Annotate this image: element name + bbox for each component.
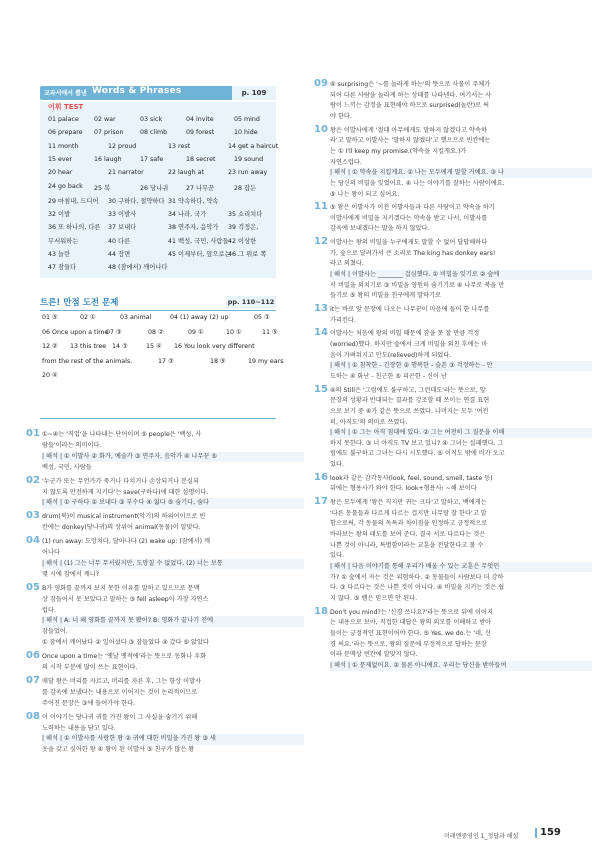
explanation-line: 왕은 모두에게 '왕은 직지만 귀는 크다'고 말하고, 백에게는 <box>330 499 487 507</box>
explanation-line: 럼에도 불구하고 그녀는 다시 시도했다. ⑤ 이직도 밖에 비가 오고 <box>330 450 505 458</box>
answer-item: 17 ③ <box>158 357 174 365</box>
vocab-item: 39 걱정은, <box>228 224 259 232</box>
question-number: 06 <box>26 650 40 662</box>
explanation-line: 몇 시에 잠에서 깨니? <box>42 570 100 578</box>
header-tag: 교과서에서 뽑낸 <box>44 90 87 97</box>
vocab-item: 무서워하는 <box>48 237 79 245</box>
answer-item: 02 ① <box>80 314 96 321</box>
answer-row <box>42 314 278 325</box>
explanation-line: 람이 느끼는 감정을 표현해야 하므로 surprised(놀란)로 써 <box>330 102 490 110</box>
vocab-item: 03 sick <box>140 116 163 123</box>
explanation-line: look과 같은 감각동사(look, feel, sound, smell, taste 등) <box>330 474 493 482</box>
section2-pages: pp. 110~112 <box>227 298 275 306</box>
vocab-item: 21 narrator <box>108 169 144 177</box>
vocab-item: 26 당나귀 <box>140 184 169 192</box>
vocab-item: 28 잡든 <box>234 184 257 192</box>
question-number: 15 <box>314 383 328 395</box>
explanation-line: | 해석 | ① 이발사를 사랑한 왕 ② 귀에 대한 비밀을 가진 왕 ③ 새 <box>42 734 304 744</box>
answer-item: 10 ① <box>226 328 242 336</box>
explanation-line: 경 써요.'라는 뜻으로, 왕의 질문에 부정적으로 답하는 문장 <box>330 640 487 648</box>
explanation-line: | 해석 | 다음 이야기를 통해 우리가 배울 수 있는 교훈은 무엇인 <box>330 562 592 572</box>
explanation-line: 이발사는 왕의 비밀을 누구에게도 말할 수 없어 답답해하다 <box>330 239 488 247</box>
explanation-line: 는 ① I'll keep my promise.(약속을 지킬게요.)가 <box>330 147 467 155</box>
explanation-line: 문장의 상황과 반대되는 결과를 강조할 때 쓰이는 연결 표현 <box>330 397 490 405</box>
explanation-line: 있다. <box>330 552 344 560</box>
section2-title: 트른! 만점 도전 문제 <box>40 298 119 308</box>
vocab-item: 10 hide <box>234 129 258 137</box>
vocab-item: 20 hear <box>48 169 73 177</box>
question-number: 12 <box>314 236 328 248</box>
explanation-line: ① 잠에서 깨어났다 ② 일어섰다 ③ 잠들었다 ④ 갔다 ⑤ 앉았다 <box>42 639 209 647</box>
vocab-item: 32 이발 <box>48 211 71 219</box>
explanation-line: Don't you mind?는 '신경 쓰나요?'라는 뜻으로 뒤에 이어지 <box>330 608 493 616</box>
explanation-line: | 해석 | A: 너 왜 영화를 끝까지 못 봤어? B: 영화가 끝나기 전에 <box>42 616 304 626</box>
explanation-line: 하지 못한다. ③ 너 아직도 TV 보고 있니? ④ 그녀는 실패했다. 그 <box>330 439 504 447</box>
vocab-row <box>48 209 276 220</box>
answer-row <box>42 372 278 383</box>
explanation-line: (worried)했다. 하지만 숲에서 크게 비밀을 외친 후에는 마 <box>330 340 488 348</box>
explanation-line: 감옥에 보내겠다는 말을 하지 않았다. <box>330 225 430 233</box>
answer-item: 09 ① <box>188 328 204 336</box>
vocab-item: 43 놀란 <box>48 251 71 258</box>
vocab-item: 47 잠들다 <box>48 264 77 272</box>
answer-item: 04 (1) away (2) up <box>170 314 229 321</box>
vocab-item: 18 secret <box>186 155 216 163</box>
explanation-line: 어나다 <box>42 549 60 556</box>
explanation-line: 함으로써, 각 동물의 독특과 차이점을 인정하고 긍정적으로 <box>330 520 488 528</box>
vocab-item: 22 laugh at <box>168 169 204 177</box>
explanation-line: 서 비밀을 외치기로 ③ 비밀을 영원히 숨기기로 ④ 나무로 북을 만 <box>330 281 505 289</box>
explanation-line: 다. ③ 다르다는 것은 나쁜 것이 아니다. ④ 비밀을 지키는 것은 쉽 <box>330 584 505 592</box>
footer-bar <box>535 828 537 838</box>
explanation-line: 있다. <box>330 461 344 469</box>
vocab-item: 04 invite <box>186 116 214 123</box>
vocab-heading: 어휘 TEST <box>48 103 84 111</box>
explanation-line: | 해석 | 이발사는 ________ 걸심했다. ① 비밀을 잊기로 ② 숲에 <box>330 270 592 280</box>
vocab-item: 19 sound <box>234 155 264 163</box>
vocab-item: 16 laugh <box>94 155 122 163</box>
answer-item: from the rest of the animals. <box>42 357 133 365</box>
vocab-item: 37 보내다 <box>108 224 137 232</box>
explanation-line: 이발사는 처음에 왕의 비밀 때문에 잠을 못 잘 만큼 걱정 <box>330 330 480 338</box>
explanation-line: 주어진 문장은 ③에 들어가야 한다. <box>42 699 136 707</box>
answer-item: 16 You look very different <box>174 343 255 350</box>
vocab-item: 41 백성, 국민, 사람들 <box>168 237 229 245</box>
question-number: 07 <box>26 674 40 686</box>
answer-item: 13 this tree <box>70 343 107 350</box>
question-number: 01 <box>26 428 40 439</box>
question-number: 03 <box>26 510 40 522</box>
explanation-line: 이 이야기는 당나귀 귀를 가진 왕이 그 사실을 숨기기 위해 <box>42 713 198 721</box>
vocab-item: 27 나무꾼 <box>186 184 215 192</box>
explanation-line: 음이 가벼워지고 안도(relieved)하게 되었다. <box>330 351 452 359</box>
explanation-line: 야 한다. <box>330 112 352 120</box>
vocab-item: 25 복 <box>94 184 111 192</box>
vocab-item: 08 climb <box>140 129 168 137</box>
explanation-line: 뒤에는 형용사가 와야 한다. look+형용사: ~해 보이다 <box>330 485 477 493</box>
explanation-line: | 해석 | ① 약속을 지킬게요. ② 나는 모두에게 말할 거예요. ③ 나 <box>330 168 592 178</box>
vocab-item: 46 그 위로 쪽 <box>228 251 267 258</box>
vocab-row <box>48 196 276 207</box>
question-number: 02 <box>26 474 40 486</box>
explanation-line: 이발사에게 비밀을 지키겠다는 약속을 받고 나서, 이발사를 <box>330 214 488 222</box>
answer-item: 11 ⑤ <box>262 328 278 336</box>
vocab-item: 36 또 하나의, 다른 <box>48 224 101 232</box>
answer-item: 01 ⑤ <box>42 314 58 321</box>
explanation-line: 는 내용으로 보아, 직접한 대답은 왕의 외모를 이해하고 받아 <box>330 619 492 627</box>
explanation-line: | 해석 | ① 문제없어요. ② 물론 아니에요. 우리는 당신을 받아들여 <box>330 661 592 671</box>
explanation-line: ⑤ 나는 왕이 되고 싶어요. <box>330 190 400 198</box>
explanation-line: Once upon a time는 '옛날 옛적에'라는 뜻으로 동화나 우화 <box>42 653 207 661</box>
question-number: 18 <box>314 605 328 617</box>
explanation-line: 백성, 국민, 사람들 <box>42 463 92 471</box>
page-number: 159 <box>540 827 561 838</box>
section2-bottom-divider <box>40 418 276 419</box>
answer-row <box>42 343 278 354</box>
answer-item: 15 ④ <box>146 343 162 350</box>
vocab-item: 30 구하다, 절약하다 <box>108 197 165 205</box>
explanation-line: 라고 외쳤다. <box>330 260 364 268</box>
header-title: Words & Phrases <box>92 86 182 96</box>
vocab-item: 05 mind <box>234 116 260 123</box>
question-number: 04 <box>26 535 40 547</box>
explanation-line: 칸에는 donkey(당나귀)의 상위어 animal(동물)이 알맞다. <box>42 524 201 532</box>
vocab-row <box>48 142 279 154</box>
vocab-item: 15 ever <box>48 155 73 163</box>
vocab-item: 06 prepare <box>48 129 83 137</box>
answer-item: 20 ④ <box>42 372 58 379</box>
vocab-item: 12 proud <box>108 142 137 150</box>
explanation-line: it는 바로 앞 문장에 나오는 나무꾼이 마음에 들어 한 나무를 <box>330 306 490 313</box>
answer-row <box>42 329 278 340</box>
vocab-item: 13 rest <box>168 142 191 150</box>
vocab-item: 01 palace <box>48 116 79 123</box>
vocab-item: 44 장면 <box>108 251 131 258</box>
answer-item: 19 my ears <box>248 357 284 365</box>
question-number: 13 <box>314 303 328 314</box>
answer-item: 12 ② <box>42 343 58 350</box>
question-number: 09 <box>314 78 328 89</box>
explanation-line: 지 않다. ⑤ 뱀은 믿으면 안 된다. <box>330 594 418 602</box>
vocab-row <box>48 129 276 140</box>
explanation-line: 럽다. <box>42 606 56 614</box>
vocab-item: 33 이발사 <box>108 211 137 219</box>
explanation-line: ④의 Still은 '그럼에도 불구하고, 그런데도'라는 뜻으로, 앞 <box>330 386 486 394</box>
answer-item: 05 ③ <box>254 314 270 321</box>
question-number: 17 <box>314 496 328 508</box>
footer-text: 미래엔중영인 1_정답과 해설 <box>444 833 519 840</box>
vocab-item: 40 다른 <box>108 237 131 245</box>
explanation-line: 으로 보기 중 ④가 같은 뜻으로 쓰였다. 나머지는 모두 '여전 <box>330 407 489 415</box>
explanation-line: | 해석 | ① 구하다 ② 보내다 ③ 부수다 ④ 잃다 ⑤ 숨기다, 숨다 <box>42 498 304 508</box>
vocab-item: 07 prison <box>94 129 124 137</box>
explanation-line: | 해석 | ① 그는 아직 침대에 있다. ② 그는 여전히 그 질문을 이해 <box>330 428 592 438</box>
explanation-line: 되어 다른 사람을 놀라게 하는 상태를 나타낸다. 여기서는 사 <box>330 91 492 99</box>
question-number: 16 <box>314 471 328 483</box>
explanation-line: 노력하는 내용을 담고 있다. <box>42 724 116 732</box>
explanation-line: '누군가 또는 무언가가 죽거나 다치거나 손상되거나 분실되 <box>42 477 199 485</box>
explanation-line: 람들'이라는 의미이다. <box>42 441 102 449</box>
explanation-line: 가? ① 숲에서 자는 것은 위험하다. ② 동물들이 사람보다 더 강하 <box>330 573 504 581</box>
vocab-row <box>48 222 276 233</box>
vocab-row <box>48 236 276 247</box>
vocab-item: 09 forest <box>186 129 215 137</box>
explanation-line: 가, 숲으로 달려가서 큰 소리로 The king has donkey ears! <box>330 249 496 257</box>
explanation-line: 이라 문맥상 빈칸에 알맞지 않다. <box>330 651 418 659</box>
question-number: 05 <box>26 581 40 593</box>
explanation-line: ⑤ 왕은 이발사가 이전 이발사들과 다른 사람이고 약속을 하기 <box>330 204 495 212</box>
section2-divider <box>40 310 276 311</box>
answer-item: 14 ③ <box>112 343 128 350</box>
vocab-row <box>48 262 276 273</box>
explanation-line: 매달 왕은 머리를 자르고, 머리를 자른 후, 그는 항상 이발사 <box>42 677 202 685</box>
vocab-item: 38 연주자, 음악가 <box>168 224 219 232</box>
vocab-item: 45 이제부터, 앞으로는 <box>168 251 231 258</box>
explanation-line: 바라보는 왕의 태도를 보여 준다. 결국 서로 다르다는 것은 <box>330 531 486 538</box>
explanation-line: 는 당신의 비밀을 잊었어요. ④ 나는 이야기를 잘하는 사람이에요. <box>330 179 505 187</box>
explanation-line: 지 않도록 안전하게 지키다'는 save(구하다)에 대한 설명이다. <box>42 488 209 496</box>
answer-item: 08 ② <box>148 328 164 336</box>
vocab-row <box>48 183 276 194</box>
question-number: 11 <box>314 201 328 213</box>
explanation-line: ④ surprising은 '~를 놀라게 하는'의 뜻으로 사물이 주체가 <box>330 81 491 88</box>
explanation-line: 라'고 말하고 이발사는 '말하지 않겠다'고 했으므로 빈칸에는 <box>330 137 491 145</box>
vocab-item: 02 war <box>94 116 116 123</box>
answer-item: 03 animal <box>120 314 152 321</box>
vocab-row <box>48 249 276 260</box>
explanation-line: 가리킨다. <box>330 316 356 324</box>
vocab-item: 42 이상한 <box>228 237 257 245</box>
explanation-line: 나쁜 것이 아니라, 특별함이라는 교훈을 전달한다고 볼 수 <box>330 541 484 549</box>
explanation-line: 옷을 갖고 싶어한 왕 ④ 왕이 된 이발사 ⑤ 친구가 많은 왕 <box>42 746 195 754</box>
explanation-line: 자연스럽다. <box>330 158 362 166</box>
explanation-line: 잠들었어. <box>42 628 68 636</box>
explanation-line: '다른 동물들과 다르게 다르는 겁지만 나무랄 잘 한다'고 말 <box>330 509 487 517</box>
explanation-line: | 해석 | ① 이발사 ② 화가, 예술가 ③ 연주자, 음악가 ④ 나무꾼 ⑤ <box>42 452 304 462</box>
explanation-line: 의 시작 부분에 많이 쓰는 표현이다. <box>42 664 138 671</box>
vocab-item: 14 get a haircut <box>228 142 279 150</box>
answer-item: 07 ③ <box>106 328 122 336</box>
vocab-row <box>48 156 276 167</box>
question-number: 08 <box>26 710 40 722</box>
vocab-item: 31 약속하다, 약속 <box>168 197 219 205</box>
explanation-line: (1) run away: 도망치다, 달아나다 (2) wake up: (잠에서) 깨 <box>42 538 211 546</box>
vocab-item: 17 safe <box>140 155 164 163</box>
explanation-line: ①~④는 '직업'을 나타내는 단어이며 ⑤ people은 '백성, 사 <box>42 431 202 438</box>
explanation-line: 상 잠들어서 못 보았다고 말하는 ③ fell asleep이 가장 자연스 <box>42 595 209 603</box>
question-number: 14 <box>314 327 328 339</box>
header-page-ref: p. 109 <box>232 86 276 100</box>
explanation-line: 들이는 긍정적인 표현이어야 한다. ⑤ Yes, we do.는 '네, 신 <box>330 629 491 637</box>
vocab-item: 34 나라, 국가 <box>168 211 207 219</box>
vocab-row <box>48 116 276 127</box>
explanation-line: | 해석 | (1) 그는 너무 무서웠지만, 도망칠 수 없었다. (2) 너는 보통 <box>42 559 304 569</box>
explanation-line: B가 영화를 끝까지 보지 못한 이유를 말하고 있으므로 문맥 <box>42 584 200 592</box>
explanation-line: | 해석 | ① 침착한 - 긴장한 ② 행복한 - 슬픈 ③ 걱정하는 - 안 <box>330 361 592 371</box>
explanation-line: 히, 아직도'의 의미로 쓰였다. <box>330 418 408 426</box>
explanation-line: 를 감옥에 보냈다는 내용으로 이어지는 것이 논리적이므로 <box>42 688 198 696</box>
vocab-row <box>48 169 276 180</box>
answer-item: 18 ⑤ <box>210 357 226 365</box>
explanation-line: 도하는 ④ 화난 - 친근한 ⑤ 피곤한 - 신이 난 <box>330 372 447 380</box>
answer-item: 06 Once upon a time <box>42 328 109 336</box>
vocab-item: 23 run away <box>228 169 268 177</box>
vocab-item: 24 go back <box>48 182 83 190</box>
explanation-line: drum(북)이 musical instrument(악기)의 하위어이므로 빈 <box>42 513 206 521</box>
question-number: 10 <box>314 123 328 135</box>
answer-row <box>42 357 284 369</box>
explanation-line: 왕은 이발사에게 '절대 아무에게도 말하지 않겠다고 약속하 <box>330 126 487 134</box>
vocab-item: 29 마침내, 드디어 <box>48 197 99 205</box>
explanation-line: 들기로 ⑤ 왕의 비밀을 친구에게 말하기로 <box>330 292 442 300</box>
vocab-item: 48 (잠에서) 깨어나다 <box>108 264 168 272</box>
vocab-item: 11 month <box>48 142 79 150</box>
vocab-item: 35 소리치다 <box>228 211 263 219</box>
